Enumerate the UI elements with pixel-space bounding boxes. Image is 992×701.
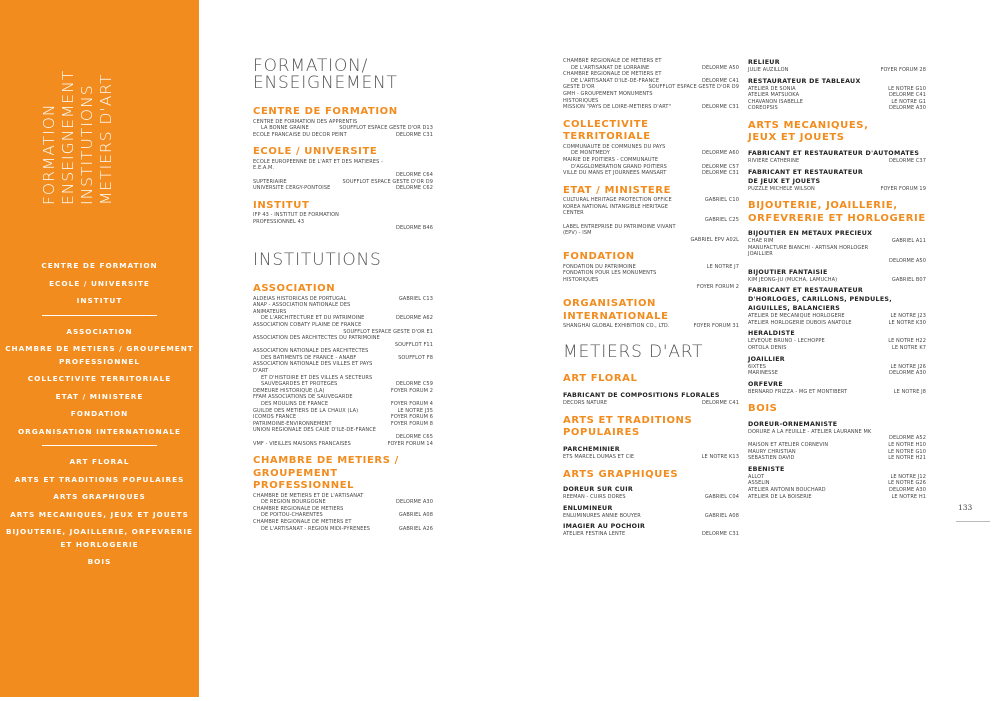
vertical-title-line: ENSEIGNEMENT	[59, 69, 77, 205]
listing-entry	[253, 329, 433, 336]
directory-column-1	[253, 58, 433, 532]
category-heading: BOIS	[748, 403, 778, 415]
exhibitor-name: DES BATIMENTS DE FRANCE - ANABF	[261, 354, 357, 361]
stand-location: GABRIEL A11	[891, 238, 926, 245]
subcategory-heading: DOREUR-ORNEMANISTE	[748, 420, 838, 428]
exhibitor-name: ASSOCIATION NATIONALE DES VILLES ET PAYS D'ART	[253, 361, 373, 375]
listing-entry	[253, 132, 433, 139]
stand-location: DELORME B46	[396, 225, 433, 232]
listing-entry	[563, 264, 739, 271]
stand-location: DELORME A30	[889, 486, 926, 493]
stand-location: LE NOTRE H1	[891, 493, 926, 500]
subcategory-heading: ORFEVRE	[748, 380, 783, 388]
exhibitor-name: D'AGGLOMERATION GRAND POITIERS	[571, 163, 667, 170]
exhibitor-name: ASSELIN	[748, 480, 770, 487]
stand-location: GABRIEL A26	[398, 525, 433, 532]
listing-entry	[253, 212, 433, 232]
stand-location: LE NOTRE K13	[701, 453, 739, 460]
stand-location: DELORME A52	[889, 435, 926, 442]
category-heading: ART FLORAL	[563, 372, 638, 384]
exhibitor-name: MARINESSE	[748, 370, 778, 377]
category-heading: BIJOUTERIE, JOAILLERIE,	[748, 200, 898, 212]
category-heading: CHAMBRE DE METIERS /	[253, 455, 399, 467]
subcategory-heading: JOAILLIER	[748, 355, 785, 363]
listing-entry	[748, 158, 926, 165]
listing-entry	[748, 474, 926, 481]
nav-institut[interactable]: INSTITUT	[76, 296, 123, 305]
exhibitor-name: ETS MARCEL DUMAS ET CIE	[563, 453, 635, 460]
listing-entry	[563, 58, 739, 65]
exhibitor-name: KIM JEONG-JU (MUCHA, LAMUCHA)	[748, 276, 838, 283]
listing-entry	[563, 454, 739, 461]
exhibitor-name: CHAMBRE REGIONALE DE METIERS ET	[253, 519, 352, 526]
listing-entry	[748, 86, 926, 93]
nav-art-floral[interactable]: ART FLORAL	[69, 457, 130, 466]
listing-entry	[253, 421, 433, 428]
listing-entry	[563, 71, 739, 78]
exhibitor-name: ATELIER ANTONIN BOUCHARD	[748, 486, 826, 493]
exhibitor-name: COMMUNAUTE DE COMMUNES DU PAYS	[563, 143, 666, 150]
listing-entry	[748, 480, 926, 487]
sidebar	[0, 0, 199, 697]
stand-location: DELORME C62	[395, 185, 433, 192]
stand-location: LE NOTRE J8	[893, 388, 926, 395]
nav-arts-et-traditions[interactable]: ARTS ET TRADITIONS POPULAIRES	[14, 474, 185, 484]
listing-entry	[748, 442, 926, 449]
category-heading: ETAT / MINISTERE	[563, 184, 672, 196]
listing-entry	[253, 519, 433, 526]
listing-entry	[253, 499, 433, 506]
stand-location: SOUFFLOT ESPACE GESTE D'OR D9	[342, 178, 433, 185]
exhibitor-name: ASSOCIATION DES ARCHITECTES DU PATRIMOINE	[253, 335, 380, 342]
listing-entry	[563, 531, 739, 538]
listing-entry	[253, 322, 433, 329]
exhibitor-name: SEBASTIEN DAVID	[748, 455, 795, 462]
exhibitor-name: CENTRE DE FORMATION DES APPRENTIS	[253, 118, 358, 125]
stand-location: SOUFFLOT F11	[394, 341, 433, 348]
listing-entry	[748, 345, 926, 352]
stand-location: GABRIEL B07	[891, 276, 926, 283]
page-number-rule	[956, 521, 990, 522]
stand-location: DELORME A30	[889, 105, 926, 112]
exhibitor-name: DE L'ARTISANAT DE LORRAINE	[571, 64, 650, 71]
exhibitor-name: PUZZLE MICHELE WILSON	[748, 185, 815, 192]
stand-location: FOYER FORUM 8	[390, 420, 433, 427]
nav-divider	[42, 445, 157, 446]
stand-location: GABRIEL EPV A02L	[690, 236, 739, 243]
category-heading: POPULAIRES	[563, 427, 640, 439]
listing-entry	[253, 493, 433, 500]
listing-entry	[563, 157, 739, 164]
listing-entry	[563, 144, 739, 151]
subcategory-heading: FABRICANT ET RESTAURATEUR	[748, 287, 864, 295]
exhibitor-name: MANUFACTURE BIANCHI - ARTISAN HORLOGER JOAILLIER	[748, 244, 869, 258]
exhibitor-name: VMF - VIEILLES MAISONS FRANCAISES	[253, 440, 351, 447]
exhibitor-name: LABEL ENTREPRISE DU PATRIMOINE VIVANT (EPV) - ISM	[563, 223, 676, 237]
stand-location: DELORME C57	[701, 163, 739, 170]
stand-location: LE NOTRE G26	[888, 480, 926, 487]
exhibitor-name: ATELIER FESTINA LENTE	[563, 531, 626, 538]
listing-entry	[563, 170, 739, 177]
listing-entry	[563, 84, 739, 91]
stand-location: FOYER FORUM 2	[390, 387, 433, 394]
exhibitor-name: SAUVEGARDES ET PROTEGES	[261, 381, 338, 388]
stand-location: FOYER FORUM 2	[696, 283, 739, 290]
listing-entry	[253, 335, 433, 348]
listing-entry	[253, 125, 433, 132]
stand-location: LE NOTRE G10	[888, 448, 926, 455]
exhibitor-name: DE L'ARTISANAT D'ILE-DE-FRANCE	[571, 77, 660, 84]
sidebar-nav	[0, 258, 199, 574]
stand-location: LE NOTRE J26	[890, 363, 926, 370]
stand-location: DELORME C31	[701, 531, 739, 538]
stand-location: LE NOTRE J23	[890, 313, 926, 320]
listing-entry	[253, 506, 433, 513]
exhibitor-name: ET D'HISTOIRE ET DES VILLES A SECTEURS	[261, 374, 373, 381]
exhibitor-name: PATRIMOINE-ENVIRONNEMENT	[253, 420, 332, 427]
listing-entry	[253, 185, 433, 192]
stand-location: DELORME C41	[701, 400, 739, 407]
stand-location: LE NOTRE J7	[706, 263, 739, 270]
stand-location: LE NOTRE K7	[891, 344, 926, 351]
exhibitor-name: CHAMBRE REGIONALE DE METIERS	[253, 505, 344, 512]
listing-entry	[748, 238, 926, 245]
listing-entry	[563, 323, 739, 330]
listing-entry	[253, 512, 433, 519]
stand-location: FOYER FORUM 28	[880, 67, 926, 73]
category-heading: INSTITUT	[253, 199, 310, 211]
exhibitor-name: CHAMBRE DE METIERS ET DE L'ARTISANAT	[253, 492, 364, 499]
subcategory-heading: FABRICANT DE COMPOSITIONS FLORALES	[563, 392, 720, 400]
listing-entry	[748, 449, 926, 456]
exhibitor-name: BERNARD FRIZZA - MG ET MONTIBERT	[748, 388, 848, 395]
stand-location: DELORME C65	[395, 434, 433, 440]
listing-entry	[253, 296, 433, 303]
nav-fondation[interactable]: FONDATION	[70, 409, 129, 418]
exhibitor-name: REEMAN - CUIRS DORES	[563, 494, 626, 501]
nav-divider	[42, 315, 157, 316]
directory-column-3	[748, 58, 926, 500]
exhibitor-name: MAURY CHRISTIAN	[748, 448, 796, 455]
listing-entry	[748, 277, 926, 284]
exhibitor-name: VILLE DU MANS ET JOURNEES MANSART	[563, 170, 667, 177]
listing-entry	[563, 197, 739, 204]
exhibitor-name: MISSION "PAYS DE LOIRE-METIERS D'ART"	[563, 104, 671, 111]
stand-location: SOUFFLOT ESPACE GESTE D'OR E1	[343, 328, 433, 335]
category-heading: INTERNATIONALE	[563, 310, 669, 322]
stand-location: GABRIEL C25	[704, 217, 739, 223]
exhibitor-name: FONDATION DU PATRIMOINE	[563, 263, 636, 270]
stand-location: DELORME A50	[702, 64, 739, 71]
exhibitor-name: ECOLE FRANCAISE DU DECOR PEINT	[253, 131, 347, 138]
exhibitor-name: MAIRIE DE POITIERS - COMMUNAUTE	[563, 156, 659, 163]
listing-entry	[748, 67, 926, 74]
stand-location: SOUFFLOT ESPACE GESTE D'OR D13	[339, 125, 433, 132]
section-title: FORMATION/	[253, 56, 369, 76]
exhibitor-name: SUPTERIAIRE	[253, 178, 287, 185]
exhibitor-name: DORURE A LA FEUILLE - ATELIER LAURANNE MK	[748, 428, 872, 435]
listing-entry	[563, 204, 739, 224]
page-number: 133	[958, 503, 973, 512]
exhibitor-name: CHAMBRE REGIONALE DE METIERS ET	[563, 58, 662, 64]
subcategory-heading: PARCHEMINIER	[563, 445, 620, 453]
exhibitor-name: FONDATION POUR LES MONUMENTS HISTORIQUES	[563, 270, 657, 284]
category-heading: ARTS ET TRADITIONS	[563, 414, 693, 426]
listing-entry	[253, 361, 433, 374]
listing-entry	[253, 427, 433, 440]
category-heading: ORGANISATION	[563, 298, 657, 310]
exhibitor-name: MAISON ET ATELIER CORNEVIN	[748, 441, 829, 448]
stand-location: SOUFFLOT F8	[398, 354, 433, 361]
listing-entry	[253, 401, 433, 408]
vertical-title-line: METIERS D'ART	[97, 73, 115, 205]
listing-entry	[253, 355, 433, 362]
listing-entry	[563, 104, 739, 111]
listing-entry	[748, 370, 926, 377]
stand-location: DELORME A62	[396, 315, 433, 322]
nav-arts-mecaniques[interactable]: ARTS MECANIQUES, JEUX ET JOUETS	[10, 509, 189, 519]
stand-location: DELORME C41	[888, 92, 926, 99]
stand-location: LE NOTRE J12	[890, 473, 926, 480]
exhibitor-name: DE L'ARTISANAT - REGION MIDI-PYRENEES	[261, 525, 371, 532]
stand-location: GABRIEL A08	[704, 512, 739, 519]
stand-location: LE NOTRE H21	[888, 455, 926, 462]
listing-entry	[748, 99, 926, 106]
exhibitor-name: CHAE RIM	[748, 238, 774, 245]
exhibitor-name: IFP 43 - INSTITUT DE FORMATION PROFESSIONNEL 43	[253, 212, 340, 225]
stand-location: FOYER FORUM 31	[693, 323, 739, 330]
stand-location: LE NOTRE H10	[888, 441, 926, 448]
exhibitor-name: LA BONNE GRAINE	[261, 125, 309, 132]
nav-centre-de-formation[interactable]: CENTRE DE FORMATION	[41, 261, 158, 270]
subcategory-heading: DE JEUX ET JOUETS	[748, 177, 821, 185]
exhibitor-name: ALDEIAS HISTORICAS DE PORTUGAL	[253, 295, 347, 302]
category-heading: JEUX ET JOUETS	[748, 132, 845, 144]
subcategory-heading: BIJOUTIER EN METAUX PRECIEUX	[748, 230, 873, 238]
listing-entry	[748, 389, 926, 396]
exhibitor-name: SHANGHAI GLOBAL EXHIBITION CO., LTD.	[563, 323, 670, 330]
category-heading: GROUPEMENT PROFESSIONNEL	[253, 467, 355, 492]
exhibitor-name: ORTOLA DENIS	[748, 344, 787, 351]
exhibitor-name: DEMEURE HISTORIQUE (LA)	[253, 387, 325, 394]
exhibitor-name: CHAMBRE REGIONALE DE METIERS ET	[563, 71, 662, 78]
category-heading: CENTRE DE FORMATION	[253, 106, 398, 117]
listing-entry	[748, 494, 926, 501]
listing-entry	[748, 186, 926, 193]
category-heading: ARTS GRAPHIQUES	[563, 468, 679, 480]
stand-location: GABRIEL C10	[704, 197, 739, 204]
listing-entry	[253, 408, 433, 415]
category-heading: ASSOCIATION	[253, 283, 336, 295]
listing-entry	[253, 414, 433, 421]
nav-organisation-internationale[interactable]: ORGANISATION INTERNATIONALE	[17, 426, 182, 436]
nav-bois[interactable]: BOIS	[87, 557, 112, 566]
listing-entry	[563, 78, 739, 85]
vertical-title	[40, 45, 116, 205]
listing-entry	[563, 150, 739, 157]
listing-entry	[748, 455, 926, 462]
subcategory-heading: EBENISTE	[748, 465, 785, 473]
stand-location: DELORME A50	[889, 257, 926, 264]
stand-location: DELORME C64	[395, 171, 433, 178]
listing-entry	[253, 315, 433, 322]
exhibitor-name: ECOLE EUROPEENNE DE L'ART ET DES MATIERES - E.E.A.M.	[253, 158, 383, 172]
exhibitor-name: DE L'ARCHITECTURE ET DU PATRIMOINE	[261, 315, 365, 322]
stand-location: DELORME C31	[701, 170, 739, 177]
exhibitor-name: ATELIER HORLOGERIE DUBOIS ANATOLE	[748, 319, 852, 326]
listing-entry	[563, 65, 739, 72]
nav-association[interactable]: ASSOCIATION	[66, 326, 133, 336]
stand-location: FOYER FORUM 6	[390, 414, 433, 421]
listing-entry	[563, 91, 739, 104]
listing-entry	[748, 92, 926, 99]
listing-entry	[748, 313, 926, 320]
exhibitor-name: DE POITOU-CHARENTES	[261, 512, 323, 519]
listing-entry	[563, 494, 739, 501]
exhibitor-name: GMH - GROUPEMENT MONUMENTS HISTORIQUES	[563, 90, 653, 104]
exhibitor-name: UNIVERSITE CERGY-PONTOISE	[253, 185, 331, 192]
vertical-title-line: FORMATION	[40, 103, 58, 205]
stand-location: DELORME A60	[702, 150, 739, 157]
exhibitor-name: ICOMOS FRANCE	[253, 414, 297, 421]
exhibitor-name: DE MONTMEDY	[571, 150, 610, 157]
stand-location: DELORME C31	[701, 104, 739, 111]
subcategory-heading: BIJOUTIER FANTAISIE	[748, 268, 828, 276]
stand-location: FOYER FORUM 4	[390, 401, 433, 408]
listing-entry	[748, 320, 926, 327]
listing-entry	[253, 119, 433, 126]
listing-entry	[253, 441, 433, 448]
listing-entry	[253, 381, 433, 388]
stand-location: DELORME C59	[395, 381, 433, 388]
stand-location: LE NOTRE G1	[891, 98, 926, 105]
exhibitor-name: DE REGION BOURGOGNE	[261, 499, 326, 506]
exhibitor-name: ANAP - ASSOCIATION NATIONALE DES ANIMATEURS	[253, 302, 351, 315]
stand-location: DELORME C41	[701, 77, 739, 84]
stand-location: DELORME A30	[889, 370, 926, 377]
exhibitor-name: DES MOULINS DE FRANCE	[261, 401, 329, 408]
category-heading: FONDATION	[563, 251, 635, 263]
nav-bijouterie[interactable]: BIJOUTERIE, JOAILLERIE, ORFEVRERIE ET HORLOGERIE	[5, 527, 194, 549]
subcategory-heading: DOREUR SUR CUIR	[563, 486, 633, 494]
listing-entry	[748, 338, 926, 345]
stand-location: DELORME C31	[395, 131, 433, 138]
category-heading: COLLECTIVITE TERRITORIALE	[563, 118, 651, 143]
subcategory-heading: AIGUILLES, BALANCIERS	[748, 305, 841, 313]
listing-entry	[563, 224, 739, 244]
listing-entry	[253, 348, 433, 355]
listing-entry	[748, 487, 926, 494]
listing-entry	[253, 302, 433, 315]
listing-entry	[253, 375, 433, 382]
exhibitor-name: 6IXTES	[748, 363, 766, 370]
exhibitor-name: GESTE D'OR	[563, 84, 595, 91]
nav-etat-ministere[interactable]: ETAT / MINISTERE	[55, 391, 144, 401]
stand-location: LE NOTRE J35	[397, 407, 433, 414]
stand-location: DELORME C37	[888, 157, 926, 164]
subcategory-heading: D'HORLOGES, CARILLONS, PENDULES,	[748, 296, 892, 304]
category-heading: ORFEVRERIE ET HORLOGERIE	[748, 212, 926, 224]
listing-entry	[563, 400, 739, 407]
subcategory-heading: FABRICANT ET RESTAURATEUR D'AUTOMATES	[748, 149, 920, 157]
directory-column-2	[563, 58, 739, 538]
exhibitor-name: JULIE AUZILLON	[748, 67, 789, 73]
exhibitor-name: RIVIERE CATHERINE	[748, 157, 800, 164]
subcategory-heading: IMAGIER AU POCHOIR	[563, 523, 646, 531]
listing-entry	[253, 526, 433, 533]
stand-location: FOYER FORUM 19	[880, 185, 926, 192]
exhibitor-name: ATELIER DE SONIA	[748, 85, 796, 92]
subcategory-heading: RESTAURATEUR DE TABLEAUX	[748, 77, 861, 85]
listing-entry	[253, 394, 433, 401]
listing-entry	[253, 179, 433, 186]
exhibitor-name: ALLOT	[748, 473, 765, 480]
exhibitor-name: ASSOCIATION COBATY PLAINE DE FRANCE	[253, 321, 362, 328]
listing-entry	[563, 164, 739, 171]
exhibitor-name: KOREA NATIONAL INTANGIBLE HERITAGE CENTER	[563, 203, 669, 217]
nav-ecole-universite[interactable]: ECOLE / UNIVERSITE	[49, 278, 150, 288]
listing-entry	[748, 364, 926, 371]
listing-entry	[563, 513, 739, 520]
category-heading: ARTS MECANIQUES,	[748, 119, 869, 131]
exhibitor-name: ATELIER MATSUOKA	[748, 92, 800, 99]
listing-entry	[748, 245, 926, 265]
listing-entry	[253, 388, 433, 395]
subcategory-heading: FABRICANT ET RESTAURATEUR	[748, 168, 864, 176]
exhibitor-name: ASSOCIATION NATIONALE DES ARCHITECTES	[253, 348, 369, 355]
nav-collectivite-territoriale[interactable]: COLLECTIVITE TERRITORIALE	[27, 374, 172, 383]
listing-entry	[253, 159, 433, 179]
section-title: METIERS D'ART	[563, 341, 704, 362]
subcategory-heading: ENLUMINEUR	[563, 504, 613, 512]
exhibitor-name: LEVEQUE BRUNO - LECHOPPE	[748, 338, 825, 345]
category-heading: ECOLE / UNIVERSITE	[253, 146, 378, 158]
vertical-title-line: INSTITUTIONS	[78, 84, 96, 205]
nav-chambre-de-metiers[interactable]: CHAMBRE DE METIERS / GROUPEMENT PROFESSIONNEL	[5, 344, 194, 366]
stand-location: GABRIEL C04	[704, 494, 739, 501]
exhibitor-name: DECORS NATURE	[563, 400, 608, 407]
subcategory-heading: RELIEUR	[748, 59, 780, 66]
exhibitor-name: ENLUMINURES ANNIE BOUYER	[563, 512, 641, 519]
listing-entry	[748, 105, 926, 112]
listing-entry	[563, 270, 739, 290]
section-title: ENSEIGNEMENT	[253, 73, 398, 93]
exhibitor-name: GUILDE DES METIERS DE LA CHAUX (LA)	[253, 407, 359, 414]
section-title: INSTITUTIONS	[253, 250, 382, 271]
exhibitor-name: CULTURAL HERITAGE PROTECTION OFFICE	[563, 197, 672, 204]
stand-location: GABRIEL A08	[398, 512, 433, 519]
nav-arts-graphiques[interactable]: ARTS GRAPHIQUES	[53, 492, 146, 501]
stand-location: LE NOTRE G10	[888, 85, 926, 92]
stand-location: LE NOTRE K30	[888, 319, 926, 326]
stand-location: GABRIEL C13	[398, 295, 433, 302]
stand-location: FOYER FORUM 14	[387, 440, 433, 447]
stand-location: DELORME A30	[396, 499, 433, 506]
exhibitor-name: FFAM ASSOCIATIONS DE SAUVEGARDE	[253, 394, 353, 401]
exhibitor-name: UNION REGIONALE DES CAUE D'ILE-DE-FRANCE	[253, 427, 377, 434]
listing-entry	[748, 429, 926, 442]
stand-location: SOUFFLOT ESPACE GESTE D'OR D9	[648, 84, 739, 91]
exhibitor-name: ATELIER DE LA BOISERIE	[748, 493, 812, 500]
exhibitor-name: COREOPSIS	[748, 105, 778, 112]
stand-location: LE NOTRE H22	[888, 338, 926, 345]
subcategory-heading: HERALDISTE	[748, 330, 796, 338]
exhibitor-name: ATELIER DE MECANIQUE HORLOGERE	[748, 313, 845, 320]
exhibitor-name: CHAVANON ISABELLE	[748, 98, 804, 105]
